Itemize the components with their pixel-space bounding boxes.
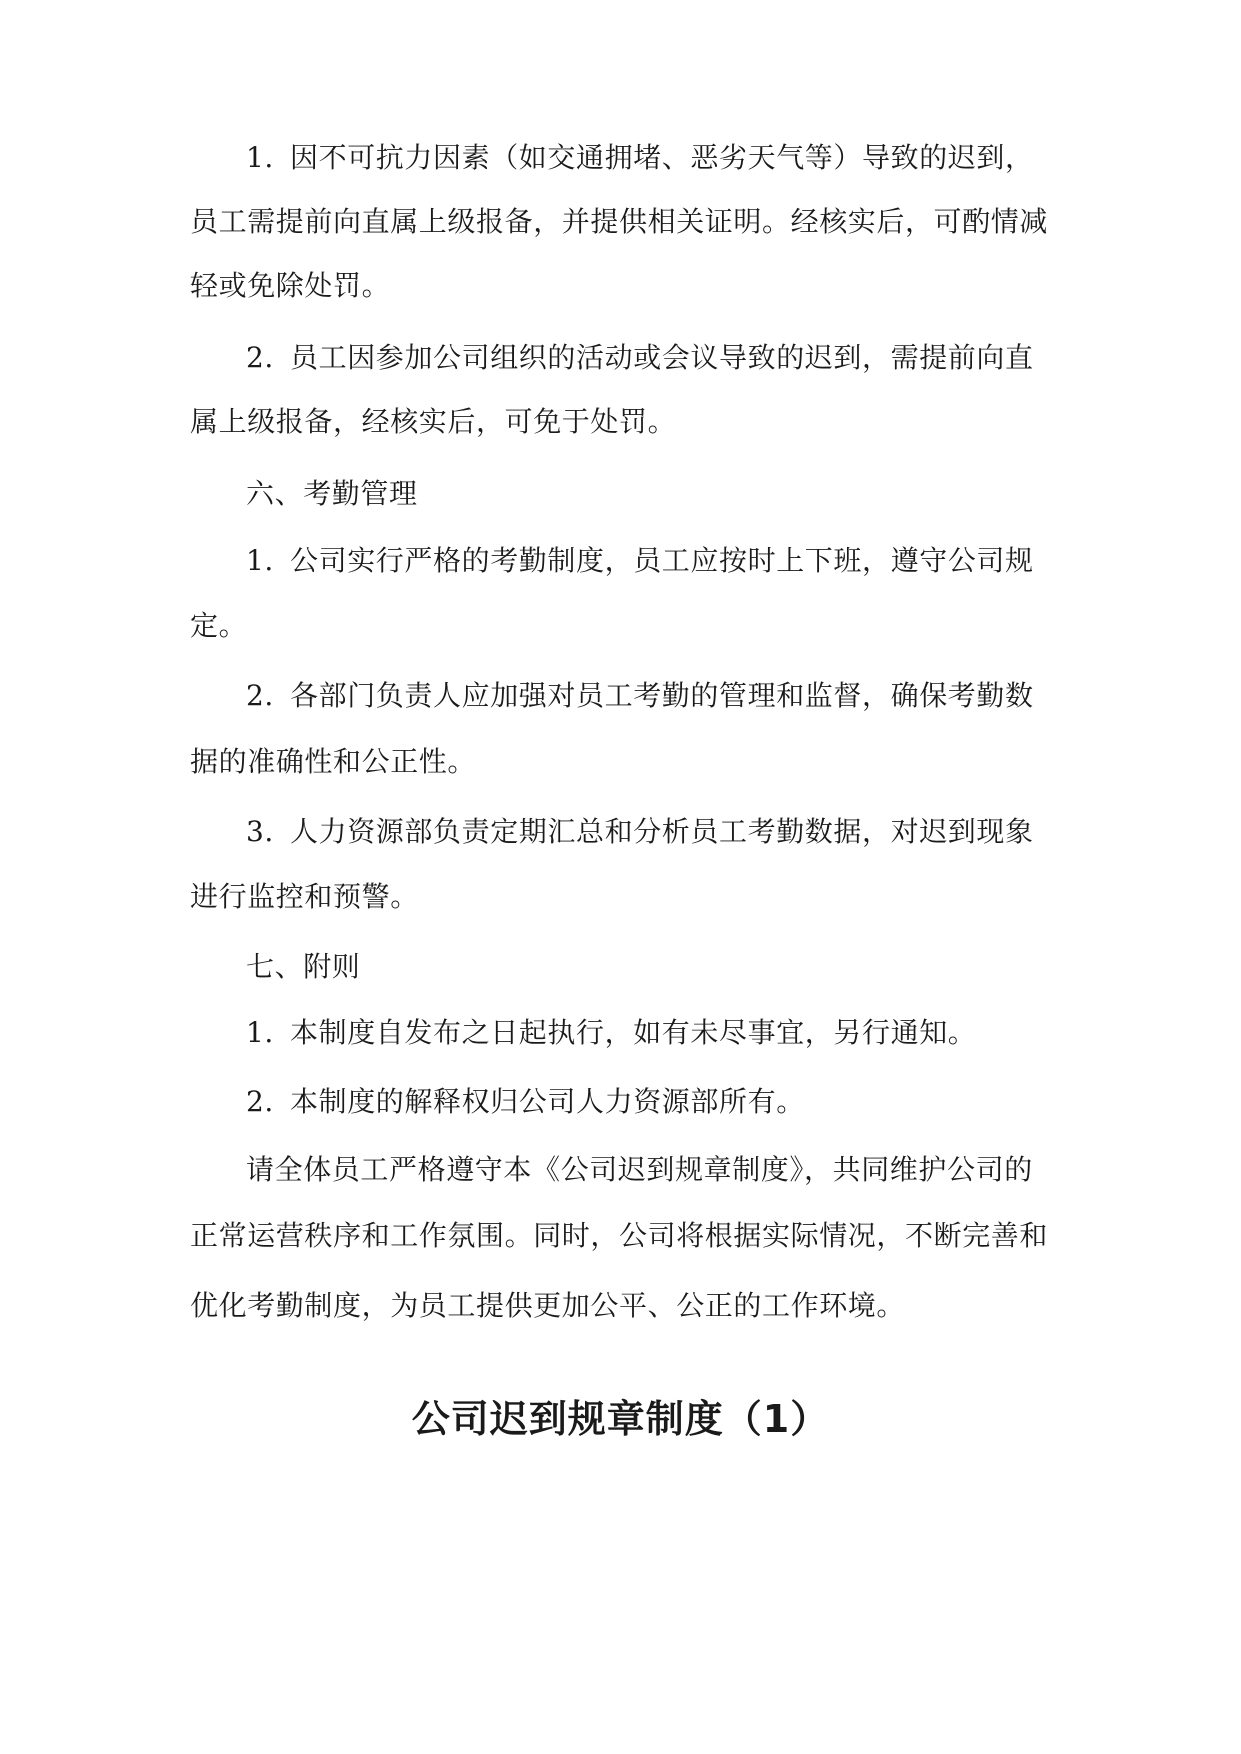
paragraph-line: 轻或免除处罚。 [190, 269, 391, 302]
closing-paragraph-line: 请全体员工严格遵守本《公司迟到规章制度》，共同维护公司的 [246, 1153, 1033, 1186]
paragraph-line: 定。 [190, 609, 248, 642]
list-number: 1. [246, 141, 274, 174]
paragraph-line-attendance-item3: 3. 人力资源部负责定期汇总和分析员工考勤数据，对迟到现象 [246, 812, 1060, 852]
list-number: 1. [246, 1016, 274, 1049]
list-number: 2. [246, 341, 274, 374]
list-number: 1. [246, 544, 274, 577]
paragraph-line: 属上级报备，经核实后，可免于处罚。 [190, 405, 677, 438]
section-heading-supplementary: 七、附则 [246, 950, 361, 983]
list-number: 2. [246, 679, 274, 712]
paragraph-line-attendance-item2: 2. 各部门负责人应加强对员工考勤的管理和监督，确保考勤数 [246, 676, 1060, 716]
paragraph-line-item1-force-majeure: 1. 因不可抗力因素（如交通拥堵、恶劣天气等）导致的迟到， [246, 138, 1060, 178]
paragraph-line-supplementary-item1: 1. 本制度自发布之日起执行，如有未尽事宜，另行通知。 [246, 1013, 1060, 1053]
paragraph-line: 员工需提前向直属上级报备，并提供相关证明。经核实后，可酌情减 [190, 205, 1049, 238]
list-number: 3. [246, 815, 274, 848]
paragraph-line-attendance-item1: 1. 公司实行严格的考勤制度，员工应按时上下班，遵守公司规 [246, 541, 1060, 581]
paragraph-line-item2-company-activity: 2. 员工因参加公司组织的活动或会议导致的迟到，需提前向直 [246, 338, 1060, 378]
paragraph-line-supplementary-item2: 2. 本制度的解释权归公司人力资源部所有。 [246, 1082, 1060, 1122]
closing-paragraph-line: 优化考勤制度，为员工提供更加公平、公正的工作环境。 [190, 1289, 906, 1322]
document-title: 公司迟到规章制度（1） [411, 1397, 830, 1441]
section-heading-attendance: 六、考勤管理 [246, 477, 418, 510]
paragraph-line: 据的准确性和公正性。 [190, 745, 477, 778]
paragraph-line: 进行监控和预警。 [190, 880, 419, 913]
closing-paragraph-line: 正常运营秩序和工作氛围。同时，公司将根据实际情况，不断完善和 [190, 1219, 1049, 1252]
list-number: 2. [246, 1085, 274, 1118]
